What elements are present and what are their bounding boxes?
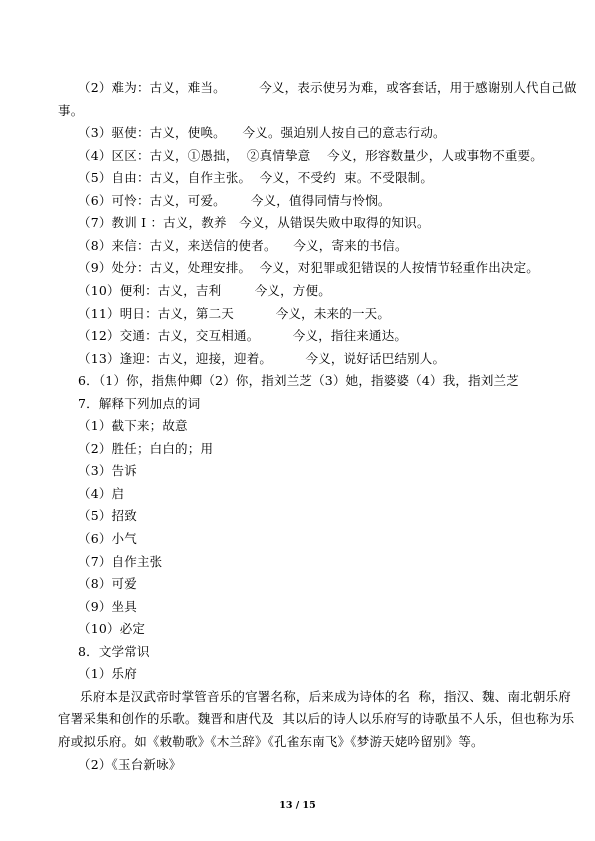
text-line: （10）必定: [78, 621, 146, 637]
text-line: （2）胜任；白白的；用: [78, 440, 214, 456]
text-line: 8．文学常识: [78, 643, 150, 659]
text-line: （9）处分：古义，处理安排。 今义，对犯罪或犯错误的人按情节轻重作出决定。: [78, 260, 540, 276]
text-line: （3）告诉: [78, 463, 137, 479]
text-line: （2）《玉台新咏》: [78, 756, 182, 772]
text-line: （11）明日：古义，第二天 今义，未来的一天。: [78, 305, 391, 321]
text-line: （9）坐具: [78, 598, 137, 614]
text-line: （13）逢迎：古义，迎接，迎着。 今义，说好话巴结别人。: [78, 350, 446, 366]
text-line: 官署采集和创作的乐歌。魏晋和唐代及 其以后的诗人以乐府写的诗歌虽不人乐，但也称为乐: [58, 711, 575, 727]
text-line: 7．解释下列加点的词: [78, 395, 201, 411]
page-number: 13 / 15: [279, 800, 316, 811]
text-line: 乐府本是汉武帝时掌管音乐的官署名称，后来成为诗体的名 称，指汉、魏、南北朝乐府: [80, 688, 571, 704]
text-line: （5）自由：古义，自作主张。 今义，不受约 束。不受限制。: [78, 170, 434, 186]
text-line: （6）小气: [78, 531, 137, 546]
text-line: （4）区区：古义，①愚拙， ②真情挚意 今义，形容数量少，人或事物不重要。: [78, 147, 543, 163]
text-line: （4）启: [78, 485, 125, 501]
text-line: （5）招致: [78, 508, 137, 524]
text-line: （8）来信：古义，来送信的使者。 今义，寄来的书信。: [78, 237, 408, 253]
text-line: （6）可怜：古义，可爱。 今义，值得同情与怜悯。: [78, 192, 391, 208]
text-line: （7）教训 I ：古义，教养 今义，从错误失败中取得的知识。: [78, 215, 430, 231]
text-line: （10）便利：古义，吉利 今义，方便。: [78, 283, 331, 298]
text-line: 府或拟乐府。如《敕勒歌》《木兰辞》《孔雀东南飞》《梦游天姥吟留别》等。: [58, 734, 484, 749]
text-line: （1）截下来；故意: [78, 418, 188, 434]
text-line: （3）驱使：古义，使唤。 今义。强迫别人按自己的意志行动。: [78, 125, 446, 141]
text-line: （2）难为：古义，难当。 今义，表示使另为难，或客套话，用于感谢别人代自己做: [78, 80, 577, 95]
text-line: （1）乐府: [78, 666, 137, 682]
text-line: 事。: [58, 102, 84, 118]
text-line: （12）交通：古义，交互相通。 今义，指往来通达。: [78, 328, 408, 344]
text-line: （7）自作主张: [78, 553, 163, 569]
text-line: 6．（1）你，指焦仲卿（2）你，指刘兰芝（3）她，指婆婆（4）我，指刘兰芝: [78, 373, 519, 389]
text-line: （8）可爱: [78, 576, 137, 592]
